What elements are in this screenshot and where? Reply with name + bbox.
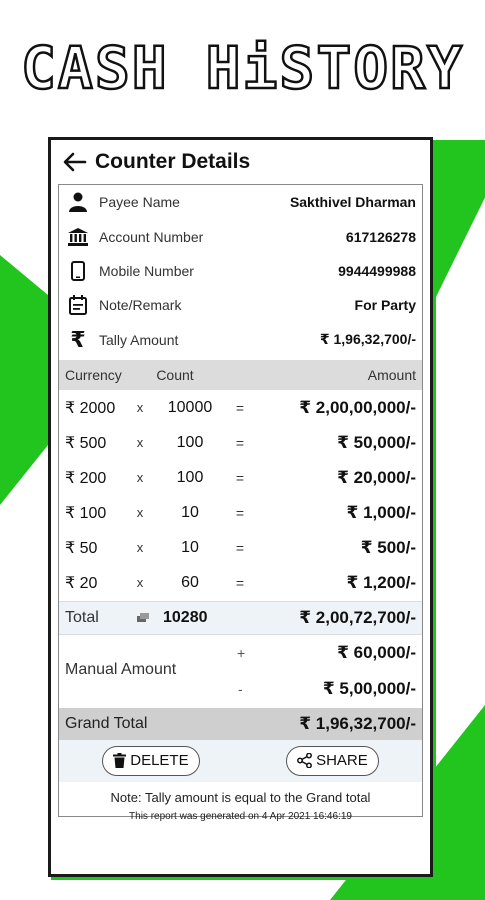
detail-value: 9944499988 — [338, 262, 416, 279]
row-times: x — [136, 435, 144, 451]
row-amount: ₹ 50,000/- — [337, 432, 416, 452]
rupee-icon: ₹ — [70, 326, 86, 352]
detail-value: 617126278 — [345, 228, 416, 245]
grand-total-row — [59, 708, 422, 740]
detail-value: Sakthivel Dharman — [289, 194, 416, 211]
detail-label: Note/Remark — [99, 297, 182, 314]
row-times: x — [136, 505, 144, 521]
grand-total-amount: ₹ 1,96,32,700/- — [299, 713, 416, 733]
row-denomination: ₹ 2000 — [65, 399, 116, 417]
detail-row-note — [59, 288, 422, 322]
manual-minus-sign: - — [238, 680, 243, 697]
arrow-left-icon — [63, 152, 87, 172]
row-denomination: ₹ 100 — [65, 504, 107, 522]
row-count: 10 — [181, 503, 199, 521]
share-button[interactable] — [286, 746, 379, 776]
detail-row-account — [59, 219, 422, 253]
header-currency: Currency — [65, 366, 122, 383]
row-times: x — [136, 470, 144, 486]
phone-screen — [48, 137, 433, 877]
row-denomination: ₹ 500 — [65, 434, 107, 452]
table-row — [59, 460, 422, 495]
total-row — [59, 601, 422, 635]
trash-icon — [113, 753, 126, 768]
table-row — [59, 425, 422, 460]
phone-icon — [67, 260, 89, 282]
detail-label: Tally Amount — [99, 331, 179, 348]
generated-timestamp: This report was generated on 4 Apr 2021 16:46:19 — [129, 810, 352, 822]
detail-label: Payee Name — [99, 194, 180, 211]
detail-label: Account Number — [99, 228, 204, 245]
table-row — [59, 565, 422, 600]
row-equals: = — [235, 574, 245, 591]
page-title: Counter Details — [95, 150, 251, 173]
row-denomination: ₹ 50 — [65, 539, 98, 557]
detail-value: ₹ 1,96,32,700/- — [319, 331, 416, 348]
total-label: Total — [65, 608, 99, 626]
person-icon — [67, 191, 89, 213]
back-button[interactable] — [61, 148, 89, 176]
table-header — [59, 360, 422, 390]
manual-amount-section — [59, 635, 422, 708]
share-label: SHARE — [316, 752, 368, 770]
app-bar — [51, 140, 430, 184]
row-amount: ₹ 20,000/- — [337, 467, 416, 487]
row-equals: = — [235, 434, 245, 451]
detail-row-mobile — [59, 254, 422, 288]
manual-plus-sign: + — [237, 644, 246, 661]
detail-row-tally — [59, 323, 422, 357]
row-count: 100 — [176, 433, 204, 451]
manual-amount-label: Manual Amount — [65, 660, 177, 678]
row-equals: = — [235, 504, 245, 521]
delete-label: DELETE — [130, 752, 189, 770]
delete-button[interactable] — [102, 746, 199, 776]
tally-note: Note: Tally amount is equal to the Grand total — [110, 789, 371, 805]
bank-icon — [67, 226, 89, 248]
banner-title: CASH HiSTORY — [20, 34, 465, 102]
row-count: 100 — [176, 468, 204, 486]
detail-value: For Party — [354, 297, 416, 314]
row-count: 10 — [181, 538, 199, 556]
row-amount: ₹ 1,000/- — [346, 502, 416, 522]
row-times: x — [136, 540, 144, 556]
table-row — [59, 390, 422, 425]
header-amount: Amount — [367, 366, 416, 383]
cash-notes-icon — [135, 613, 151, 623]
total-amount: ₹ 2,00,72,700/- — [299, 607, 416, 627]
total-count: 10280 — [163, 608, 208, 626]
row-denomination: ₹ 20 — [65, 574, 98, 592]
table-row — [59, 530, 422, 565]
row-equals: = — [235, 469, 245, 486]
table-row — [59, 495, 422, 530]
row-count: 60 — [181, 573, 199, 591]
action-bar — [59, 740, 422, 782]
manual-minus-amount: ₹ 5,00,000/- — [322, 678, 416, 698]
detail-label: Mobile Number — [99, 262, 194, 279]
row-equals: = — [235, 399, 245, 416]
row-count: 10000 — [167, 398, 213, 416]
note-icon — [67, 294, 89, 316]
share-icon — [297, 753, 312, 768]
row-amount: ₹ 1,200/- — [346, 572, 416, 592]
grand-total-label: Grand Total — [65, 714, 148, 732]
row-times: x — [136, 400, 144, 415]
detail-row-payee — [59, 185, 422, 219]
row-times: x — [136, 575, 144, 591]
row-amount: ₹ 2,00,00,000/- — [299, 397, 416, 417]
manual-plus-amount: ₹ 60,000/- — [337, 642, 416, 662]
row-amount: ₹ 500/- — [360, 537, 416, 557]
header-count: Count — [156, 366, 194, 383]
row-equals: = — [235, 539, 245, 556]
details-card — [58, 184, 423, 822]
row-denomination: ₹ 200 — [65, 469, 107, 487]
